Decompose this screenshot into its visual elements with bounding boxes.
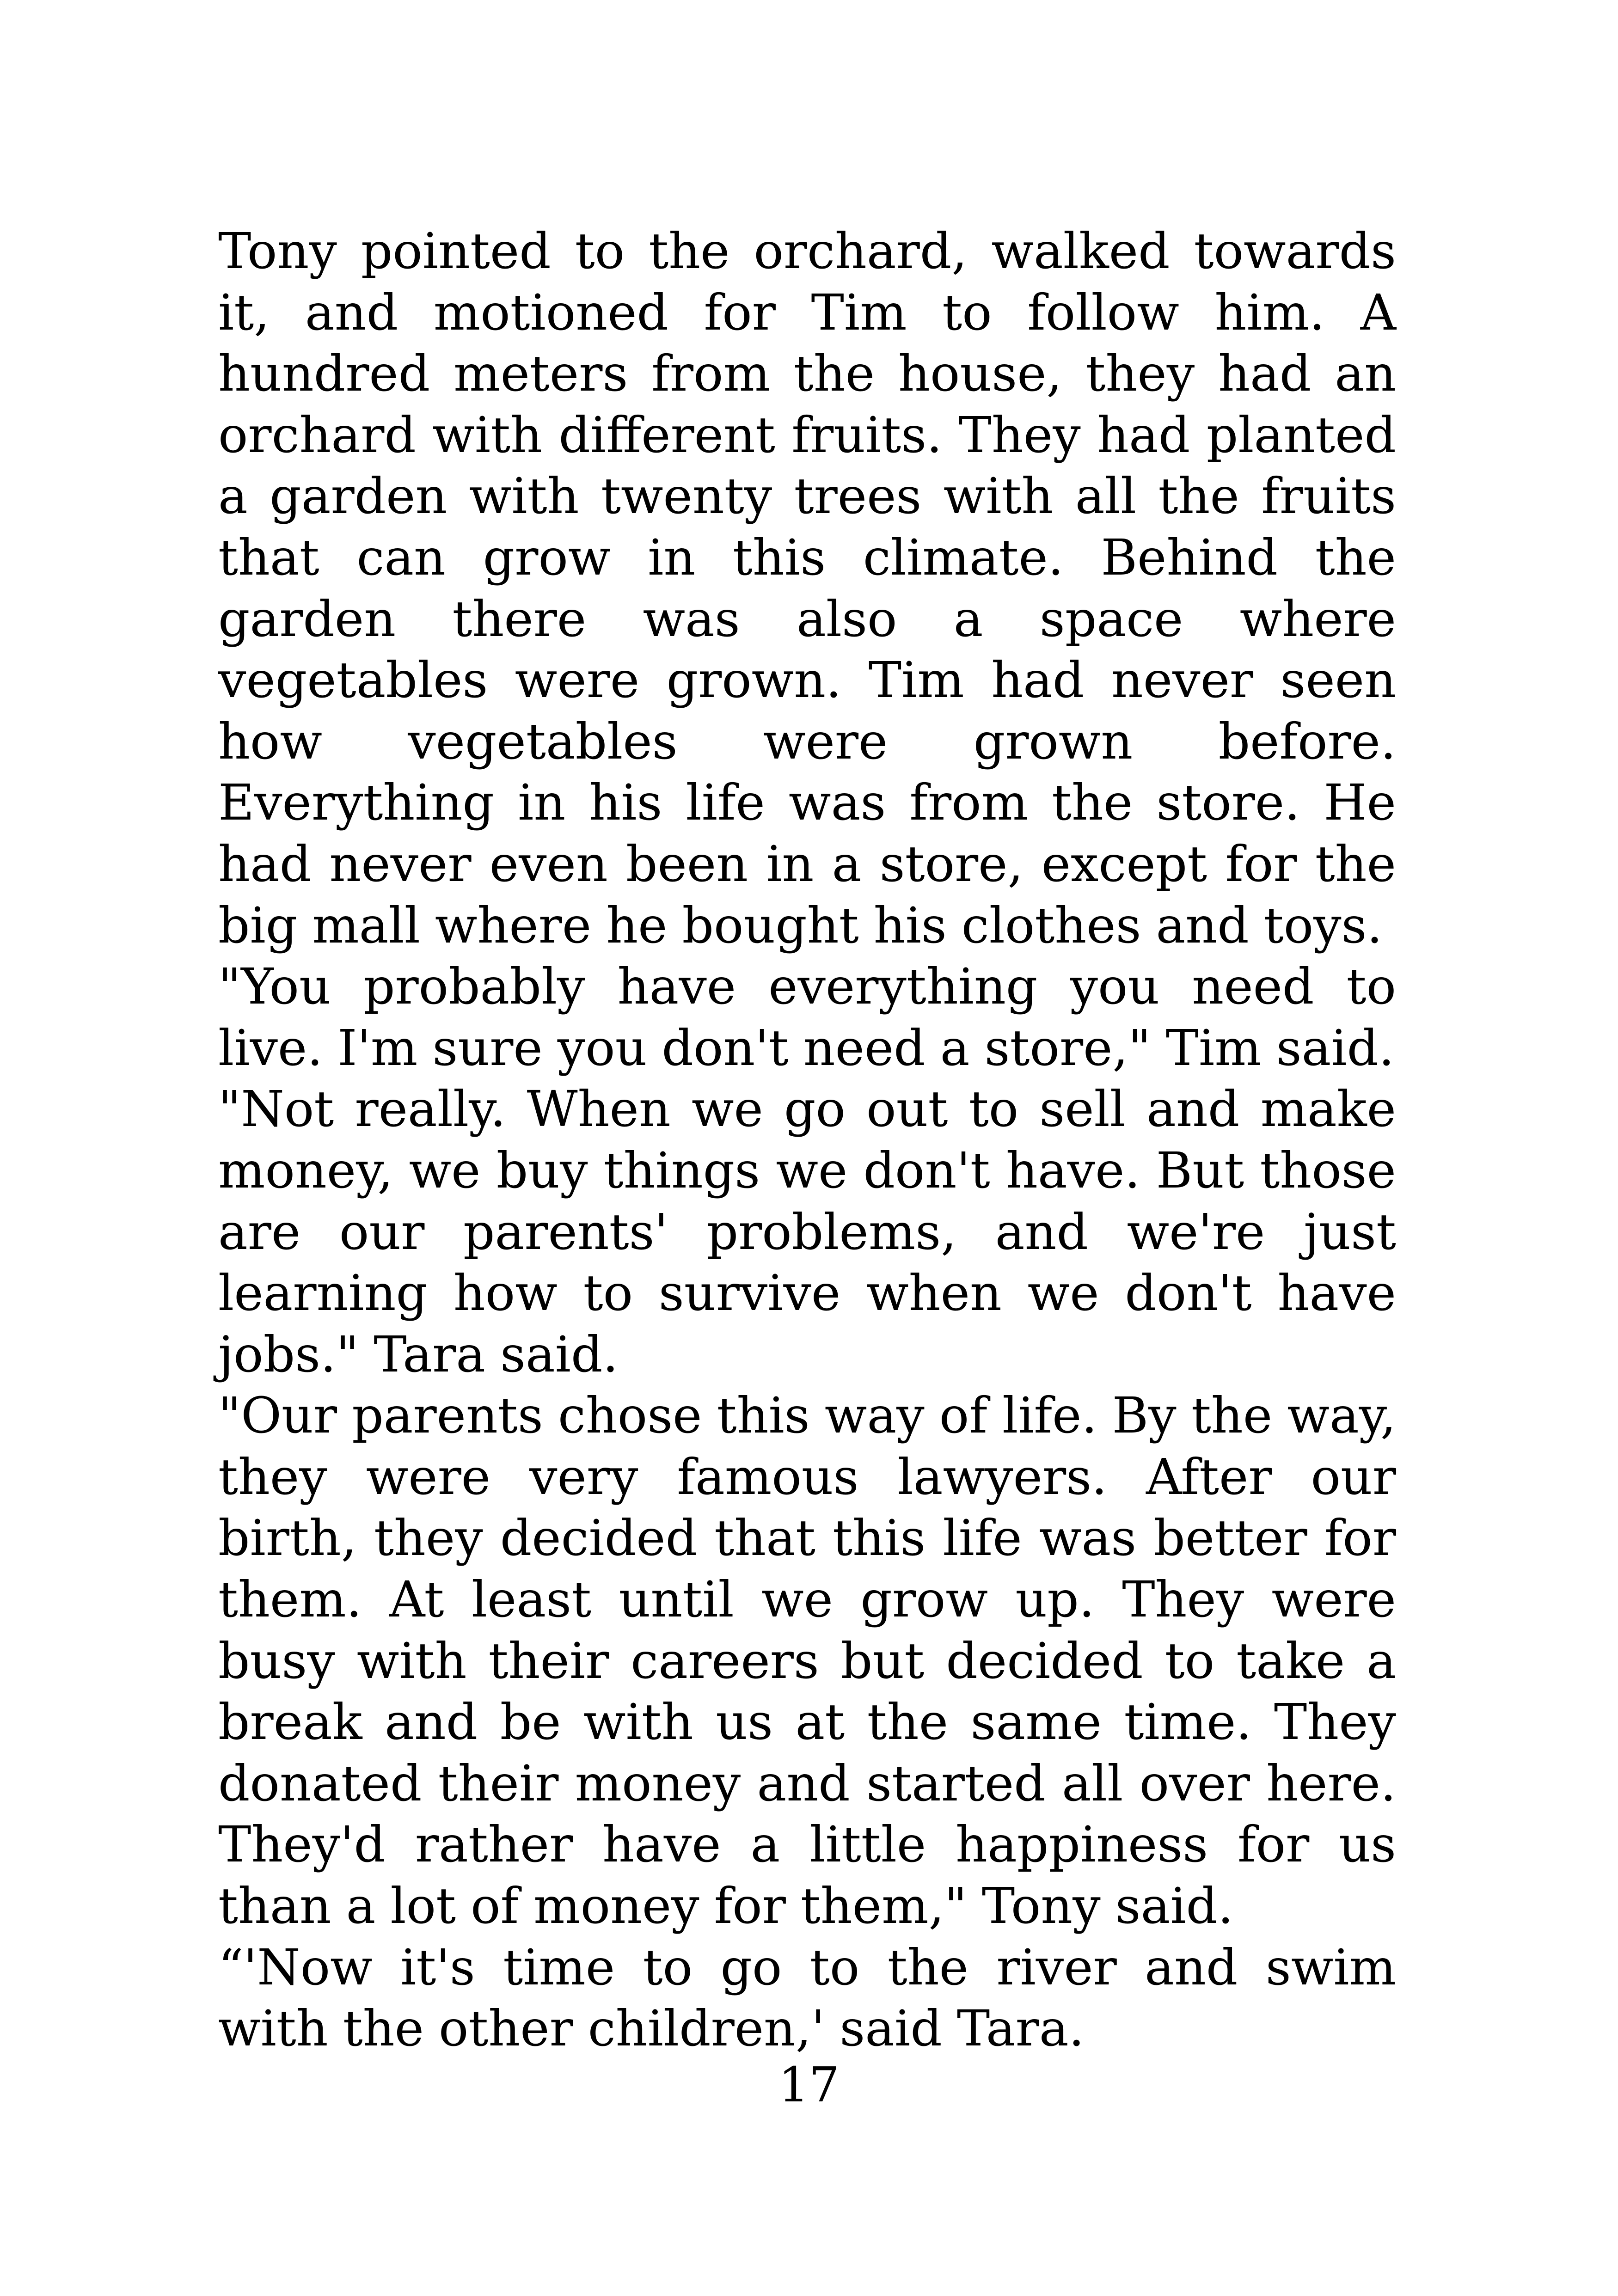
paragraph-tony-parents: "Our parents chose this way of life. By the way, they were very famous lawyers. After our birth, they decided that this life was better for them. At least until we grow up. They were busy with their careers but decided to take a break and be with us at the same time. They donated their money and started all over here. They'd rather have a little happiness for us than a lot of money for them," Tony said. <box>218 1387 1396 1935</box>
paragraph-tara-river: “'Now it's time to go to the river and swim with the other children,' said Tara. <box>218 1939 1396 2058</box>
page-number: 17 <box>778 2057 840 2113</box>
paragraph-orchard: Tony pointed to the orchard, walked towards it, and motioned for Tim to follow him. A hundred meters from the house, they had an orchard with different fruits. They had planted a garden with twenty trees with all the fruits that can grow in this climate. Behind the garden there was also a space where vegetables were grown. Tim had never seen how vegetables were grown before. Everything in his life was from the store. He had never even been in a store, except for the big mall where he bought his clothes and toys. <box>218 223 1396 955</box>
body-text <box>218 221 1396 2060</box>
paragraph-tara-money: "Not really. When we go out to sell and make money, we buy things we don't have. But those are our parents' problems, and we're just learning how to survive when we don't have jobs." Tara said. <box>218 1081 1396 1384</box>
paragraph-tim-store: "You probably have everything you need to live. I'm sure you don't need a store," Tim said. <box>218 958 1396 1077</box>
